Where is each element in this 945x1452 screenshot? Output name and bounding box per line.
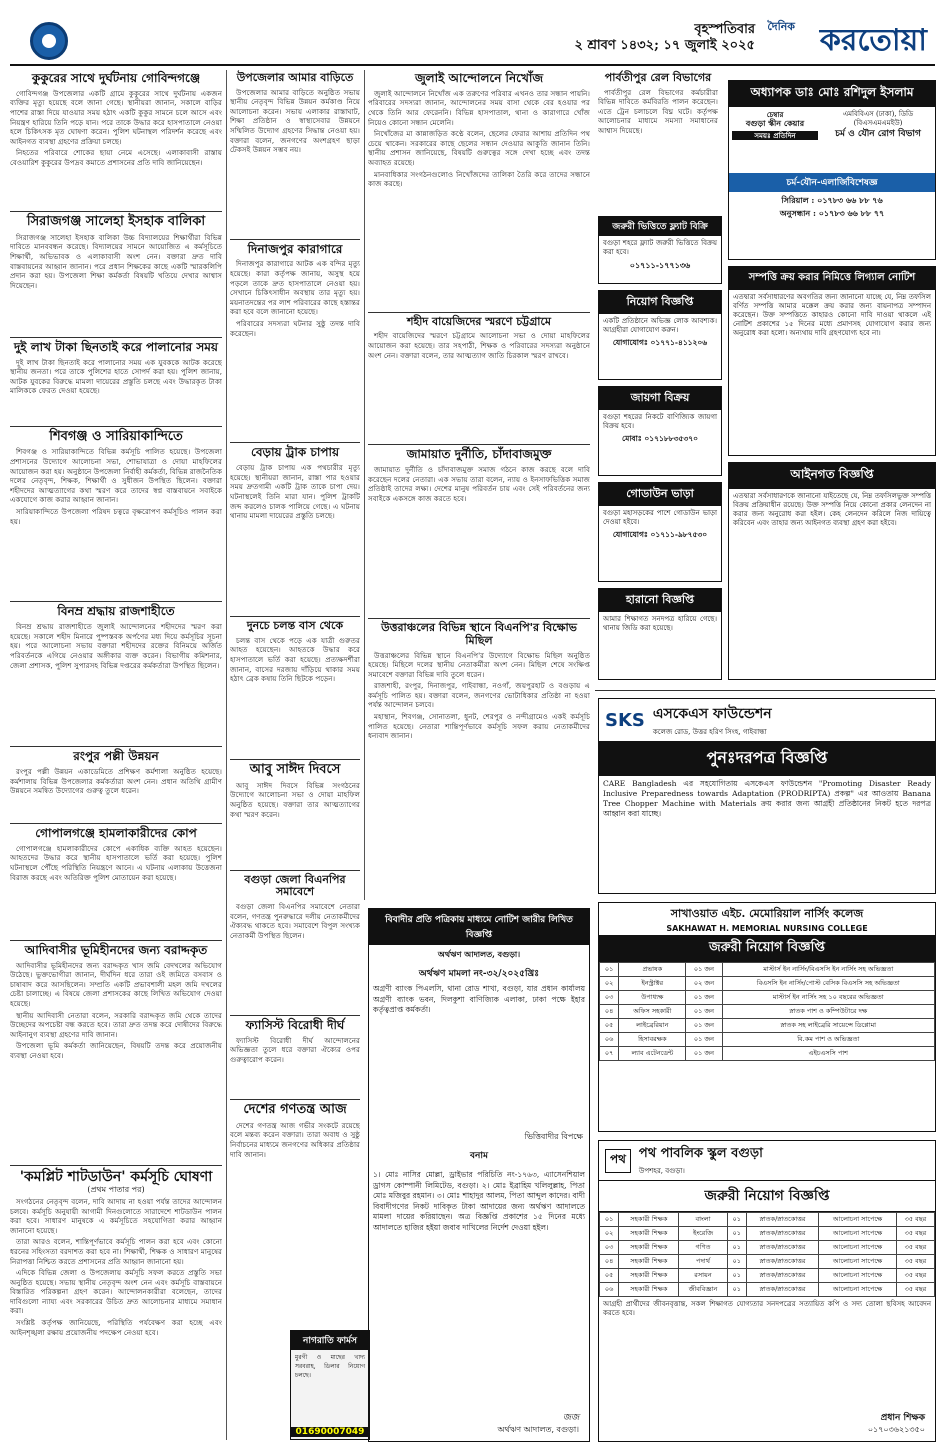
headline: শহীদ বায়েজিদের স্মরণে চট্টগ্রামে [368, 312, 590, 329]
godown-rent-ad [598, 482, 722, 582]
table-cell: সহকারী শিক্ষক [619, 1269, 679, 1283]
legal-notice-ad-2 [728, 462, 936, 680]
legal-notice-ad [728, 266, 936, 456]
table-cell: ৩৫ বছর [896, 1255, 934, 1269]
sks-tender-ad [598, 698, 936, 894]
flat-sale-ad [598, 216, 722, 284]
article-body: জামায়াত দুর্নীতি ও চাঁদাবাজমুক্ত সমাজ গঠনে কাজ করছে বলে দাবি করেছেন দলের নেতারা। এক সভায় তারা বলেন, ন্যায় ও ইনসাফভিত্তিক সমাজ প্রতিষ্ঠাই তাদের লক্ষ্য। দেশের মানুষ পরিবর্তন চায় এবং সেই পরিবর্তনের জন্য সবাইকে একসঙ্গে কাজ করতে হবে। [368, 465, 590, 504]
table-row [600, 977, 935, 991]
versus-label: বনাম [470, 1151, 488, 1161]
pharma-ad [290, 1330, 370, 1440]
judge-label: জজ [562, 1413, 579, 1423]
ad-title: বিবাদীর প্রতি পত্রিকায় মাধ্যমে নোটিশ জারীর লিখিত বিজ্ঞপ্তি [369, 909, 589, 945]
ad-title: জরুরী নিয়োগ বিজ্ঞপ্তি [599, 935, 935, 962]
doctor-ad [728, 80, 936, 260]
headline: বগুড়া জেলা বিএনপির সমাবেশে [230, 870, 360, 899]
table-cell: ০১ [727, 1283, 746, 1297]
lost-notice-ad [598, 588, 722, 680]
date: ২ শ্রাবণ ১৪৩২; ১৭ জুলাই ২০২৫ [574, 38, 755, 53]
doctor-dept: চর্ম ও যৌন রোগ বিভাগ [835, 129, 921, 139]
article-body: গোপালগঞ্জে হামলাকারীদের কোপে একাধিক ব্যক্তি আহত হয়েছেন। আহতদের উদ্ধার করে স্থানীয় হাসপাতালে ভর্তি করা হয়েছে। পুলিশ ঘটনাস্থলে পৌঁছে পরিস্থিতি নিয়ন্ত্রণে আনে। এ ঘটনায় এলাকায় উত্তেজনা বিরাজ করছে এবং অতিরিক্ত পুলিশ মোতায়েন করা হয়েছে। [10, 843, 222, 882]
land-sale-ad [598, 386, 722, 476]
table-row [600, 1033, 935, 1047]
ad-title: জরুরী নিয়োগ বিজ্ঞপ্তি [599, 1180, 935, 1212]
court-notice-ad [368, 908, 590, 1442]
serial-phone: সিরিয়াল : ০১৭৮৩ ৬৬ ৮৮ ৭৬ [781, 195, 883, 205]
table-cell: হিসাবরক্ষক [619, 1033, 686, 1047]
table-cell: অফিস সহকারী [619, 1005, 686, 1019]
headline: উপজেলার আমার বাড়িতে [236, 71, 354, 84]
table-row [600, 1227, 935, 1241]
table-cell: ৩৫ বছর [896, 1241, 934, 1255]
table-row [600, 1255, 935, 1269]
table-cell: গণিত [679, 1241, 727, 1255]
ad-body: একটি প্রতিষ্ঠানে অভিজ্ঞ লোক আবশ্যক। আগ্রহীরা যোগাযোগ করুন। [603, 317, 717, 334]
table-cell: এইচএসসি পাশ [722, 1047, 934, 1061]
table-cell: মাস্টার্স ইন নার্সিং সহ ১০ বছরের অভিজ্ঞতা [722, 991, 934, 1005]
court-signer: অর্থঋণ আদালত, বগুড়া। [497, 1425, 579, 1434]
column-divider [226, 70, 227, 1440]
table-cell: ৩৫ বছর [896, 1269, 934, 1283]
table-cell: সহকারী শিক্ষক [619, 1255, 679, 1269]
ad-title: জায়গা বিক্রয় [599, 387, 721, 410]
table-cell: ০২ [600, 977, 619, 991]
table-cell: স্নাতক/স্নাতকোত্তর [746, 1269, 818, 1283]
table-cell: প্রভাষক [619, 963, 686, 977]
table-cell: ০১ [727, 1255, 746, 1269]
table-cell: ০৬ [600, 1283, 619, 1297]
table-cell: ০১ [727, 1227, 746, 1241]
school-recruitment-ad [598, 1140, 936, 1442]
table-cell: আলোচনা সাপেক্ষে [819, 1269, 897, 1283]
ad-body: আমার শিক্ষাগত সনদপত্র হারিয়ে গেছে। থানায় জিডি করা হয়েছে। [603, 615, 717, 632]
table-cell: সহকারী শিক্ষক [619, 1227, 679, 1241]
table-cell: আলোচনা সাপেক্ষে [819, 1255, 897, 1269]
inquiry-phone: অনুসন্ধান : ০১৭৮৩ ৬৬ ৮৮ ৭৭ [779, 208, 885, 218]
ad-phone: মোবাঃ ০১৭১৮৮৩৫৩৭০ [622, 434, 698, 443]
article-body: শিবগঞ্জ ও সারিয়াকান্দিতে বিভিন্ন কর্মসূচি পালিত হয়েছে। উপজেলা প্রশাসনের উদ্যোগে আলোচনা সভা, শোভাযাত্রা ও দোয়া মাহফিলের আয়োজন করা হয়। অনুষ্ঠানে উপজেলা নির্বাহী কর্মকর্তা, বিভিন্ন রাজনৈতিক দলের নেতৃবৃন্দ, শিক্ষক, শিক্ষার্থী ও সুধীজন উপস্থিত ছিলেন। বক্তারা শহীদদের আত্মত্যাগের কথা স্মরণ করে তাদের স্বপ্ন বাস্তবায়নে সবাইকে একযোগে কাজ করার আহ্বান জানান। সারিয়াকান্দিতে উপজেলা পরিষদ চত্বরে বৃক্ষরোপণ কর্মসূচিও পালন করা হয়। [10, 447, 222, 526]
table-cell: স্নাতক/স্নাতকোত্তর [746, 1255, 818, 1269]
chamber-name: বগুড়া স্কীন কেয়ার [745, 118, 805, 128]
table-row [600, 1241, 935, 1255]
article-body: বগুড়া জেলা বিএনপির সমাবেশে নেতারা বলেন, গণতন্ত্র পুনরুদ্ধারে দলীয় নেতাকর্মীদের ঐক্যবদ্ধ থাকতে হবে। সমাবেশে বিপুল সংখ্যক নেতাকর্মী উপস্থিত ছিলেন। [230, 902, 360, 940]
table-cell: ০১ [727, 1269, 746, 1283]
table-cell: ০৫ [600, 1019, 619, 1033]
left-news-column [10, 72, 222, 1442]
org-address: কলেজ রোড, উত্তর হরিণ সিংহ, গাইবান্ধা [652, 728, 767, 736]
headline: দেশের গণতন্ত্র আজ [230, 1099, 360, 1118]
table-cell: পদার্থ [679, 1255, 727, 1269]
article-body: পার্বতীপুর রেল বিভাগের কর্মচারীরা বিভিন্ন দাবিতে কর্মবিরতি পালন করেছেন। এতে ট্রেন চলাচলে বিঘ্ন ঘটে। কর্তৃপক্ষ আলোচনার মাধ্যমে সমস্যা সমাধানের আশ্বাস দিয়েছে। [598, 87, 718, 136]
right-news-column [598, 72, 718, 212]
ad-title: জরুরী ভিত্তিতে ফ্ল্যাট বিক্রি [599, 217, 721, 236]
college-name: সাখাওয়াত এইচ. মেমোরিয়াল নার্সিং কলেজ [670, 907, 864, 920]
school-logo-icon: পথ [605, 1149, 631, 1173]
school-name: পথ পাবলিক স্কুল বগুড়া [638, 1146, 763, 1161]
table-cell: ইনস্ট্রাক্টর [619, 977, 686, 991]
table-cell: সহকারী শিক্ষক [619, 1241, 679, 1255]
headline: ফ্যাসিস্ট বিরোধী দীর্ঘ [230, 1015, 360, 1033]
ad-body: এতদ্বারা সর্বসাধারণের অবগতির জন্য জানানো যাচ্ছে যে, নিম্ন তফসিল বর্ণিত সম্পত্তি আমার মক্কেল ক্রয় করার জন্য বায়নাপত্র সম্পাদন করেছেন। উক্ত সম্পত্তিতে কাহারও কোনো দাবি দাওয়া থাকলে এই নোটিশ প্রকাশের ১৫ দিনের মধ্যে প্রমাণসহ যোগাযোগ করার জন্য অনুরোধ করা হলো। অন্যথায় দাবি গ্রহণযোগ্য হবে না। [733, 293, 931, 337]
table-cell: ০১ জন [686, 991, 722, 1005]
vacancy-table [599, 1212, 935, 1297]
table-cell: বাংলা [679, 1213, 727, 1227]
vacancy-table [599, 962, 935, 1061]
table-cell: উপাধ্যক্ষ [619, 991, 686, 1005]
mid-news-column [230, 72, 360, 1372]
table-cell: স্নাতক পাশ ও কম্পিউটারে দক্ষ [722, 1005, 934, 1019]
table-cell: স্নাতক সহ লাইব্রেরি সায়েন্সে ডিপ্লোমা [722, 1019, 934, 1033]
table-cell: ০১ [600, 1213, 619, 1227]
ad-title: নিয়োগ বিজ্ঞপ্তি [599, 291, 721, 314]
org-name: এসকেএস ফাউন্ডেশন [652, 706, 772, 722]
table-cell: স্নাতক/স্নাতকোত্তর [746, 1283, 818, 1297]
table-cell: আলোচনা সাপেক্ষে [819, 1283, 897, 1297]
table-cell: ০১ [727, 1241, 746, 1255]
table-cell: মাস্টার্স ইন নার্সিং/বিএসসি ইন নার্সিং সহ অভিজ্ঞতা [722, 963, 934, 977]
time-label: সময়ঃ প্রতিদিন [732, 131, 818, 140]
article-body: আবু সাঈদ দিবসে বিভিন্ন সংগঠনের উদ্যোগে আলোচনা সভা ও দোয়া মাহফিল অনুষ্ঠিত হয়েছে। বক্তারা তার আত্মত্যাগের কথা স্মরণ করেন। [230, 780, 360, 819]
ad-title: গোডাউন ভাড়া [599, 483, 721, 506]
ad-body: মুরগী ও মাছের খাদ্য সরবরাহ, ডিলার নিয়োগ চলছে। [295, 1354, 365, 1379]
table-cell: স্নাতক/স্নাতকোত্তর [746, 1227, 818, 1241]
article-body: আদিবাসীর ভূমিহীনদের জন্য বরাদ্দকৃত খাস জমি বেদখলের অভিযোগ উঠেছে। ভুক্তভোগীরা জানান, দীর্ঘদিন ধরে তারা ওই জমিতে বসবাস ও চাষাবাদ করে আসছিলেন। সম্প্রতি একটি প্রভাবশালী মহল জমি দখলের চেষ্টা চালাচ্ছে। এ বিষয়ে জেলা প্রশাসকের কাছে লিখিত অভিযোগ দেওয়া হয়েছে। স্থানীয় আদিবাসী নেতারা বলেন, সরকারি বরাদ্দকৃত জমি থেকে তাদের উচ্ছেদের অপচেষ্টা বন্ধ করতে হবে। তারা দ্রুত তদন্ত করে দোষীদের বিরুদ্ধে আইনানুগ ব্যবস্থা গ্রহণের দাবি জানান। উপজেলা ভূমি কর্মকর্তা জানিয়েছেন, বিষয়টি তদন্ত করে প্রয়োজনীয় ব্যবস্থা নেওয়া হবে। [10, 960, 222, 1060]
article-body: দিনাজপুর কারাগারে আটক এক বন্দির মৃত্যু হয়েছে। কারা কর্তৃপক্ষ জানায়, অসুস্থ হয়ে পড়লে তাকে দ্রুত হাসপাতালে নেওয়া হয়। সেখানে চিকিৎসাধীন অবস্থায় তার মৃত্যু হয়। ময়নাতদন্তের পর লাশ পরিবারের কাছে হস্তান্তর করা হবে বলে জানানো হয়েছে। পরিবারের সদস্যরা ঘটনার সুষ্ঠু তদন্ত দাবি করেছেন। [230, 259, 360, 338]
college-name-en: SAKHAWAT H. MEMORIAL NURSING COLLEGE [666, 924, 868, 933]
recruitment-ad-small [598, 290, 722, 380]
ad-body: এতদ্বারা সর্বসাধারণকে জানানো যাইতেছে যে, নিম্ন তফসিলভুক্ত সম্পত্তি বিক্রয় প্রক্রিয়াধীন রয়েছে। উক্ত সম্পত্তি নিয়ে কোনো প্রকার লেনদেন না করার জন্য অনুরোধ করা হইল। কেহ লেনদেন করিলে নিজ দায়িত্বে করিবেন এবং তাহার জন্য আইনগত ব্যবস্থা গ্রহণ করা হইবে। [733, 492, 931, 527]
table-row [600, 1283, 935, 1297]
table-cell: লাইব্রেরিয়ান [619, 1019, 686, 1033]
brand-name: করতোয়া [819, 23, 927, 58]
table-cell: ০৭ [600, 1047, 619, 1061]
headline: দিনাজপুর কারাগারে [230, 239, 360, 257]
table-cell: ০১ জন [686, 1005, 722, 1019]
article-body: দুই লাখ টাকা ছিনতাই করে পালানোর সময় এক যুবককে আটক করেছে স্থানীয় জনতা। পরে তাকে পুলিশের হাতে সোপর্দ করা হয়। পুলিশ জানায়, আটক যুবকের বিরুদ্ধে মামলা দায়েরের প্রস্তুতি চলছে এবং উদ্ধারকৃত টাকা মালিককে ফেরত দেওয়া হয়েছে। [10, 357, 222, 396]
article-body: সিরাজগঞ্জ সালেহা ইসহাক বালিকা উচ্চ বিদ্যালয়ের শিক্ষার্থীরা বিভিন্ন দাবিতে মানববন্ধন করেছে। বিদ্যালয়ের সামনে আয়োজিত এ কর্মসূচিতে শিক্ষার্থী, অভিভাবক ও এলাকাবাসী অংশ নেন। বক্তারা দ্রুত দাবি বাস্তবায়নের আহ্বান জানান। পরে প্রধান শিক্ষকের কাছে একটি স্মারকলিপি প্রদান করা হয়। উপজেলা শিক্ষা কর্মকর্তা বিষয়টি খতিয়ে দেখার আশ্বাস দিয়েছেন। [10, 232, 222, 290]
ad-phone: যোগাযোগঃ ০১৭৭১-৪১১২০৬ [612, 338, 708, 347]
table-cell: জীববিজ্ঞান [679, 1283, 727, 1297]
article-body: বেড়ায় ট্রাক চাপায় এক পথচারীর মৃত্যু হয়েছে। স্থানীয়রা জানান, রাস্তা পার হওয়ার সময় দ্রুতগামী একটি ট্রাক তাকে চাপা দেয়। ঘটনাস্থলেই তিনি মারা যান। পুলিশ ট্রাকটি জব্দ করলেও চালক পালিয়ে গেছে। এ ঘটনায় থানায় মামলা দায়েরের প্রস্তুতি চলছে। [230, 463, 360, 521]
article-body: জুলাই আন্দোলনে নিখোঁজ এক তরুণের পরিবার এখনও তার সন্ধান পায়নি। পরিবারের সদস্যরা জানান, আন্দোলনের সময় বাসা থেকে বের হওয়ার পর থেকে তিনি আর ফেরেননি। বিভিন্ন হাসপাতাল, থানা ও কারাগারে খোঁজ নিয়েও কোনো সন্ধান মেলেনি। নিখোঁজের মা কান্নাজড়িত কণ্ঠে বলেন, ছেলের ফেরার আশায় প্রতিদিন পথ চেয়ে থাকেন। সরকারের কাছে ছেলের সন্ধান দেওয়ার আকুতি জানান তিনি। স্থানীয় প্রশাসন জানিয়েছে, বিষয়টি গুরুত্বের সঙ্গে দেখা হচ্ছে এবং তদন্ত অব্যাহত রয়েছে। মানবাধিকার সংগঠনগুলোও নিখোঁজদের তালিকা তৈরি করে তাদের সন্ধানে কাজ করছে। [368, 88, 590, 189]
headline: রংপুর পল্লী উন্নয়ন [10, 746, 222, 764]
table-cell: ০১ জন [686, 1047, 722, 1061]
chamber-label: চেম্বার [766, 110, 784, 119]
table-cell: ০১ জন [686, 1019, 722, 1033]
tender-body: CARE Bangladesh এর সহযোগিতায় এসকেএস ফাউন্ডেশন "Promoting Disaster Ready Inclusive Preparedness towards Adaptation (PRODRIPTA) প্রকল্প" এর আওতায় Banana Tree Chopper Machine with Materials ক্রয় করার জন্য আগ্রহী প্রতিষ্ঠানের নিকট হতে দরপত্র আহ্বান করা যাচ্ছে। [603, 779, 931, 818]
table-cell: ৩৫ বছর [896, 1213, 934, 1227]
article-body: বিনম্র শ্রদ্ধায় রাজশাহীতে জুলাই আন্দোলনের শহীদদের স্মরণ করা হয়েছে। সকালে শহীদ মিনারে পুষ্পস্তবক অর্পণের মধ্য দিয়ে কর্মসূচির সূচনা হয়। পরে আলোচনা সভায় বক্তারা শহীদদের রক্তের বিনিময়ে অর্জিত পরিবর্তনকে এগিয়ে নেওয়ার অঙ্গীকার ব্যক্ত করেন। বিভাগীয় কমিশনার, জেলা প্রশাসক, পুলিশ সুপারসহ বিভিন্ন দপ্তরের কর্মকর্তারা উপস্থিত ছিলেন। [10, 622, 222, 670]
ad-phone: ০১৭১১-১৭৭১৩৬ [629, 260, 691, 270]
table-cell: ০১ [600, 963, 619, 977]
table-cell: ০৪ [600, 1005, 619, 1019]
table-row [600, 1213, 935, 1227]
article-body: দেশের গণতন্ত্র আজ গভীর সংকটে রয়েছে বলে মন্তব্য করেন বক্তারা। তারা অবাধ ও সুষ্ঠু নির্বাচনের মাধ্যমে জনগণের অধিকার প্রতিষ্ঠার দাবি জানান। [230, 1120, 360, 1159]
table-cell: স্নাতক/স্নাতকোত্তর [746, 1213, 818, 1227]
table-cell: ০১ জন [686, 963, 722, 977]
headline: কুকুরের সাথে দুর্ঘটনায় গোবিন্দগঞ্জে [31, 71, 201, 85]
ad-title: নাগরাতি ফার্মস [291, 1331, 369, 1350]
weekday: বৃহস্পতিবার [694, 22, 755, 37]
article-body: রংপুর পল্লী উন্নয়ন একাডেমিতে প্রশিক্ষণ কর্মশালা অনুষ্ঠিত হয়েছে। কর্মশালায় বিভিন্ন উপজেলার কর্মকর্তারা অংশ নেন। প্রধান অতিথি গ্রামীণ উন্নয়নে সমন্বিত উদ্যোগের গুরুত্ব তুলে ধরেন। [10, 767, 222, 796]
table-cell: ০৩ [600, 1241, 619, 1255]
page-logo-icon [30, 22, 68, 60]
tender-title: পুনঃদরপত্র বিজ্ঞপ্তি [599, 741, 935, 776]
headline: আদিবাসীর ভূমিহীনদের জন্য বরাদ্দকৃত [10, 940, 222, 958]
ad-body: বগুড়া শহরে ফ্ল্যাট জরুরী ভিত্তিতে বিক্রয় করা হবে। [603, 239, 717, 256]
headline: পার্বতীপুর রেল বিভাগের [604, 71, 712, 84]
doctor-degree: এমবিবিএস (ঢাকা), ডিডি (বিএসএমএমইউ) [842, 110, 914, 127]
table-cell: স্নাতক/স্নাতকোত্তর [746, 1241, 818, 1255]
court-defendants: ১। মোঃ নাসির মোল্লা, ড্রাইভার পরিচিতি নং-১৭৬৩, এ্যাসেনশিয়াল ড্রাগস কোম্পানী লিমিটেড, বগুড়া। ২। মোঃ ইব্রাহিম খলিলুল্লাহ, পিতা মোঃ মজিবুর রহমান। ৩। মোঃ শাহাদুর আলম, পিতা আব্দুল কাদের। বাদী বিবাদীগণের নিকট দাবিকৃত টাকা আদায়ের জন্য অর্থঋণ আদালতে মামলা দায়ের করিয়াছেন। অত্র বিজ্ঞপ্তি প্রকাশের ১৫ দিনের মধ্যে আদালতে হাজির হইয়া জবাব দাখিলের নির্দেশ দেওয়া হইল। [373, 1170, 585, 1232]
headline: 'কমপ্লিট শাটডাউন' কর্মসূচি ঘোষণা [10, 1165, 222, 1185]
ad-title: হারানো বিজ্ঞপ্তি [599, 589, 721, 612]
headline: বিনম্র শ্রদ্ধায় রাজশাহীতে [10, 601, 222, 619]
table-cell: আলোচনা সাপেক্ষে [819, 1213, 897, 1227]
table-row [600, 1269, 935, 1283]
table-row [600, 1019, 935, 1033]
section-rule [595, 690, 935, 691]
court-name: অর্থঋণ আদালত, বগুড়া। [437, 949, 521, 959]
table-cell: ০৬ [600, 1033, 619, 1047]
headline: জামায়াত দুর্নীতি, চাঁদাবাজমুক্ত [368, 444, 590, 462]
ad-phone: যোগাযোগঃ ০১৭১১-৯৮৭৫৩০ [612, 530, 708, 539]
table-cell: ০১ জন [686, 1033, 722, 1047]
table-cell: সহকারী শিক্ষক [619, 1283, 679, 1297]
party-label: ভিত্তিবাদীর বিপক্ষে [524, 1132, 583, 1141]
doctor-tagline: চর্ম-যৌন-এলার্জিবিশেষজ্ঞ [729, 173, 935, 192]
article-body: শহীদ বায়েজিদের স্মরণে চট্টগ্রামে আলোচনা সভা ও দোয়া মাহফিলের আয়োজন করা হয়েছে। তার সহপাঠী, শিক্ষক ও পরিবারের সদস্যরা অনুষ্ঠানে অংশ নেন। বক্তারা বলেন, তার আত্মত্যাগ জাতি চিরকাল স্মরণ রাখবে। [368, 331, 590, 360]
headline: আবু সাঈদ দিবসে [230, 759, 360, 778]
headline: গোপালগঞ্জে হামলাকারীদের কোপ [10, 823, 222, 841]
headline: দুনচে চলন্ত বাস থেকে [230, 616, 360, 633]
masthead-rule [10, 64, 935, 66]
column-divider [364, 70, 365, 900]
continued-note: (প্রথম পাতার পর) [87, 1184, 145, 1194]
article-body: চলন্ত বাস থেকে পড়ে এক যাত্রী গুরুতর আহত হয়েছেন। আহতকে উদ্ধার করে হাসপাতালে ভর্তি করা হয়েছে। প্রত্যক্ষদর্শীরা জানান, বাসের দরজায় দাঁড়িয়ে থাকার সময় হঠাৎ ব্রেক কষায় তিনি ছিটকে পড়েন। [230, 635, 360, 684]
headline: শিবগঞ্জ ও সারিয়াকান্দিতে [10, 426, 222, 445]
table-cell: আলোচনা সাপেক্ষে [819, 1241, 897, 1255]
table-row [600, 963, 935, 977]
table-cell: ৩৫ বছর [896, 1283, 934, 1297]
school-body: আগ্রহী প্রার্থীদের জীবনবৃত্তান্ত, সকল শিক্ষাগত যোগ্যতার সনদপত্রের সত্যায়িত কপি ও সদ্য তোলা ছবিসহ আবেদন করতে হবে। [603, 1300, 931, 1317]
date-block [574, 22, 755, 54]
ad-body: বগুড়া মহাসড়কের পাশে গোডাউন ভাড়া দেওয়া হইবে। [603, 509, 717, 526]
table-cell: বিএসসি ইন নার্সিং/পোস্ট বেসিক বিএসসি সহ অভিজ্ঞতা [722, 977, 934, 991]
court-body: অগ্রণী ব্যাংক পিএলসি, থানা রোড শাখা, বগুড়া, যার প্রধান কার্যালয় অগ্রণী ব্যাংক ভবন, দিলকুশা বাণিজ্যিক এলাকা, ঢাকা পক্ষে ইহার কর্তৃত্বপ্রাপ্ত কর্মকর্তা। [373, 984, 585, 1014]
sks-logo-icon: SKS [605, 709, 645, 731]
doctor-name: অধ্যাপক ডাঃ মোঃ রশিদুল ইসলাম [729, 81, 935, 107]
headline: উত্তরাঞ্চলের বিভিন্ন স্থানে বিএনপি'র বিক্ষোভ মিছিল [368, 618, 590, 647]
table-row [600, 1047, 935, 1061]
headline: সিরাজগঞ্জ সালেহা ইসহাক বালিকা [10, 211, 222, 230]
ad-title: আইনগত বিজ্ঞপ্তি [729, 463, 935, 489]
brand-prefix: দৈনিক [767, 20, 795, 33]
ad-title: সম্পত্তি ক্রয় করার নিমিত্তে লিগ্যাল নোটিশ [729, 267, 935, 290]
table-row [600, 991, 935, 1005]
table-row [600, 1005, 935, 1019]
headline: বেড়ায় ট্রাক চাপায় [230, 442, 360, 460]
center-news-column [368, 72, 590, 902]
table-cell: ০২ [600, 1227, 619, 1241]
table-cell: বি.কম পাশ ও অভিজ্ঞতা [722, 1033, 934, 1047]
case-number: অর্থঋণ মামলা নং-৩২/২০২৫খ্রিঃ [418, 969, 540, 979]
table-cell: ০২ জন [686, 977, 722, 991]
table-cell: ০১ [727, 1213, 746, 1227]
table-cell: ইংরেজি [679, 1227, 727, 1241]
school-address: উপশহর, বগুড়া। [638, 1167, 685, 1175]
table-cell: আলোচনা সাপেক্ষে [819, 1227, 897, 1241]
article-body: ফ্যাসিস্ট বিরোধী দীর্ঘ আন্দোলনের অভিজ্ঞতা তুলে ধরে বক্তারা ঐক্যের ওপর গুরুত্বারোপ করেন। [230, 1035, 360, 1065]
ad-phone: 01690007049 [291, 1427, 369, 1437]
headline: জুলাই আন্দোলনে নিখোঁজ [414, 71, 544, 85]
article-body: সংগঠনের নেতৃবৃন্দ বলেন, দাবি আদায় না হওয়া পর্যন্ত তাদের আন্দোলন চলবে। কর্মসূচি অনুযায়ী আগামী দিনগুলোতে সারাদেশে শাটডাউন পালন করা হবে। সাধারণ মানুষকে এ কর্মসূচিতে সহযোগিতা করার আহ্বান জানানো হয়েছে। তারা আরও বলেন, শান্তিপূর্ণভাবে কর্মসূচি পালন করা হবে এবং কোনো ধরনের সহিংসতা বরদাশত করা হবে না। শিক্ষার্থী, শিক্ষক ও সাধারণ মানুষের নিরাপত্তা নিশ্চিত করতে প্রশাসনের প্রতি আহ্বান জানানো হয়। এদিকে বিভিন্ন জেলা ও উপজেলায় কর্মসূচি সফল করতে প্রস্তুতি সভা অনুষ্ঠিত হয়েছে। সভায় স্থানীয় নেতৃবৃন্দ অংশ নেন এবং কর্মসূচি বাস্তবায়নে বিস্তারিত পরিকল্পনা গ্রহণ করেন। আন্দোলনকারীরা বলেছেন, তাদের দাবিগুলো ন্যায্য এবং সরকারের উচিত দ্রুত আলোচনার মাধ্যমে সমাধান করা। সংশ্লিষ্ট কর্তৃপক্ষ জানিয়েছে, পরিস্থিতি পর্যবেক্ষণ করা হচ্ছে এবং আইনশৃঙ্খলা রক্ষায় প্রয়োজনীয় পদক্ষেপ নেওয়া হবে। [10, 1196, 222, 1337]
table-cell: ০৫ [600, 1269, 619, 1283]
school-signer: প্রধান শিক্ষক [880, 1413, 925, 1423]
school-phone: ০১৭০৩৬২১৩৫০ [867, 1425, 925, 1434]
table-cell: সহকারী শিক্ষক [619, 1213, 679, 1227]
masthead [0, 0, 945, 62]
article-body: উত্তরাঞ্চলের বিভিন্ন স্থানে বিএনপি'র উদ্যোগে বিক্ষোভ মিছিল অনুষ্ঠিত হয়েছে। মিছিলে দলের স্থানীয় নেতাকর্মীরা অংশ নেন। মিছিল শেষে সংক্ষিপ্ত সমাবেশে বক্তারা বিভিন্ন দাবি তুলে ধরেন। রাজশাহী, রংপুর, দিনাজপুর, গাইবান্ধা, নওগাঁ, জয়পুরহাট ও বগুড়ায় এ কর্মসূচি পালিত হয়। বক্তারা বলেন, জনগণের ভোটাধিকার প্রতিষ্ঠা না হওয়া পর্যন্ত আন্দোলন চলবে। মহাস্থান, শিবগঞ্জ, সোনাতলা, ধুনট, শেরপুর ও নন্দীগ্রামেও একই কর্মসূচি পালিত হয়েছে। নেতারা শান্তিপূর্ণভাবে কর্মসূচি সফল করায় নেতাকর্মীদের ধন্যবাদ জানান। [368, 650, 590, 741]
ad-body: বগুড়া শহরের নিকটে বাণিজ্যিক জায়গা বিক্রয় হবে। [603, 413, 717, 430]
table-cell: ০৪ [600, 1255, 619, 1269]
article-body: গোবিন্দগঞ্জ উপজেলার একটি গ্রামে কুকুরের সাথে দুর্ঘটনায় একজন ব্যক্তির মৃত্যু হয়েছে বলে জানা গেছে। স্থানীয়রা জানান, সকালে বাড়ির পাশের রাস্তা দিয়ে যাওয়ার সময় হঠাৎ একটি কুকুর সামনে চলে আসে এবং নিয়ন্ত্রণ হারিয়ে তিনি পড়ে যান। পরে তাকে উদ্ধার করে হাসপাতালে নেওয়া হলে চিকিৎসক মৃত ঘোষণা করেন। পুলিশ ঘটনাস্থল পরিদর্শন করেছে এবং আইনগত ব্যবস্থা গ্রহণের প্রক্রিয়া চলছে। নিহতের পরিবারে শোকের ছায়া নেমে এসেছে। এলাকাবাসী রাস্তায় বেওয়ারিশ কুকুরের উপদ্রব কমাতে প্রশাসনের প্রতি দাবি জানিয়েছেন। [10, 88, 222, 167]
table-cell: ০৩ [600, 991, 619, 1005]
nursing-college-ad [598, 902, 936, 1132]
table-cell: ৩৫ বছর [896, 1227, 934, 1241]
article-body: উপজেলার আমার বাড়িতে অনুষ্ঠিত সভায় স্থানীয় নেতৃবৃন্দ বিভিন্ন উন্নয়ন কর্মকাণ্ড নিয়ে আলোচনা করেন। সভায় এলাকার রাস্তাঘাট, শিক্ষা প্রতিষ্ঠান ও স্বাস্থ্যসেবার উন্নয়নে সম্মিলিত উদ্যোগ গ্রহণের সিদ্ধান্ত নেওয়া হয়। বক্তারা বলেন, জনগণের অংশগ্রহণ ছাড়া টেকসই উন্নয়ন সম্ভব নয়। [230, 87, 360, 155]
table-cell: ল্যাব এটেনডেন্ট [619, 1047, 686, 1061]
table-cell: রসায়ন [679, 1269, 727, 1283]
headline: দুই লাখ টাকা ছিনতাই করে পালানোর সময় [10, 337, 222, 355]
